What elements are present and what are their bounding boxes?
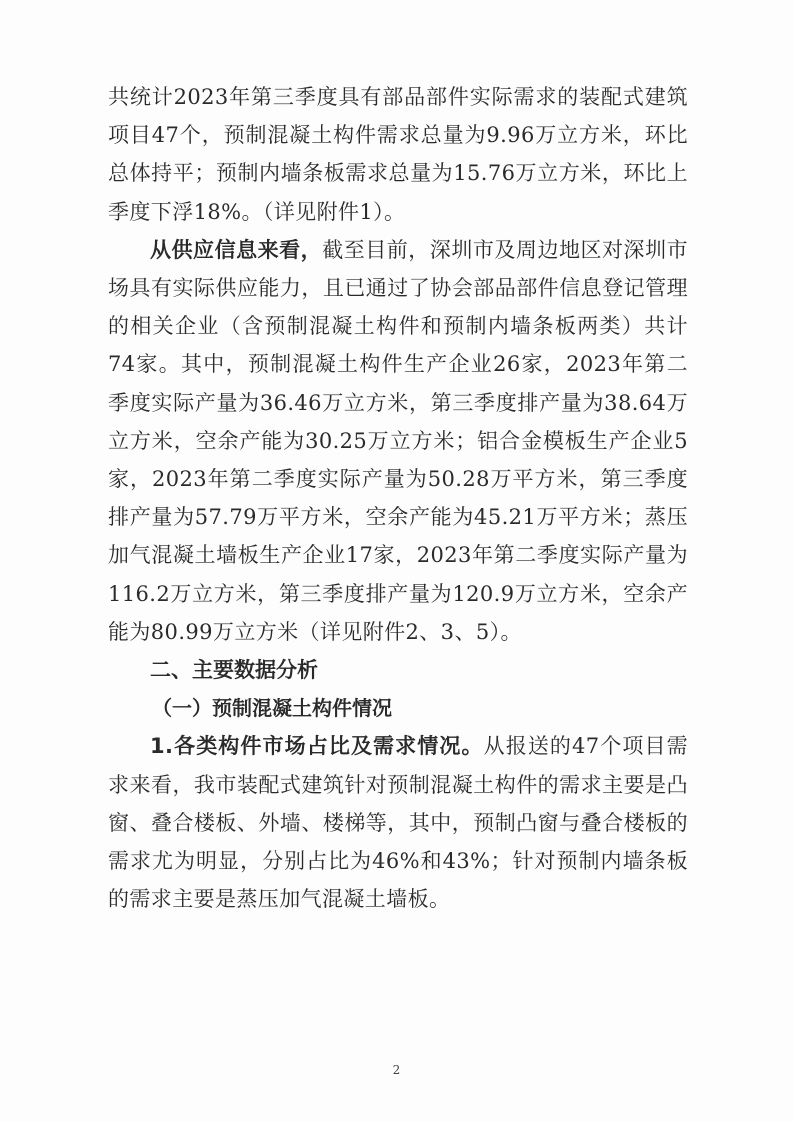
document-body [108, 78, 688, 918]
paragraph-supply-body: 截至目前，深圳市及周边地区对深圳市场具有实际供应能力，且已通过了协会部品部件信息登记管理的相关企业（含预制混凝土构件和预制内墙条板两类）共计74家。其中，预制混凝土构件生产企业26家，2023年第二季度实际产量为36.46万立方米，第三季度排产量为38.64万立方米，空余产能为30.25万立方米；铝合金模板生产企业5家，2023年第二季度实际产量为50.28万平方米，第三季度排产量为57.79万平方米，空余产能为45.21万平方米；蒸压加气混凝土墙板生产企业17家，2023年第二季度实际产量为116.2万立方米，第三季度排产量为120.9万立方米，空余产能为80.99万立方米（详见附件2、3、5）。 [108, 237, 688, 644]
subsection-heading: （一）预制混凝土构件情况 [152, 696, 392, 721]
paragraph-market-share-body: 从报送的47个项目需求来看，我市装配式建筑针对预制混凝土构件的需求主要是凸窗、叠合楼板、外墙、楼梯等，其中，预制凸窗与叠合楼板的需求尤为明显，分别占比为46%和43%；针对预制内墙条板的需求主要是蒸压加气混凝土墙板。 [108, 734, 688, 912]
paragraph-demand-summary: 共统计2023年第三季度具有部品部件实际需求的装配式建筑项目47个，预制混凝土构件需求总量为9.96万立方米，环比总体持平；预制内墙条板需求总量为15.76万立方米，环比上季度下浮18%。（详见附件1）。 [108, 85, 688, 224]
paragraph-supply-lead: 从供应信息来看， [150, 237, 323, 262]
paragraph-supply-info [108, 231, 688, 651]
paragraph-market-share-lead: 1.各类构件市场占比及需求情况。 [150, 734, 484, 759]
section-heading: 二、主要数据分析 [150, 658, 318, 683]
page-number: 2 [392, 1063, 401, 1077]
paragraph-market-share [108, 727, 688, 918]
